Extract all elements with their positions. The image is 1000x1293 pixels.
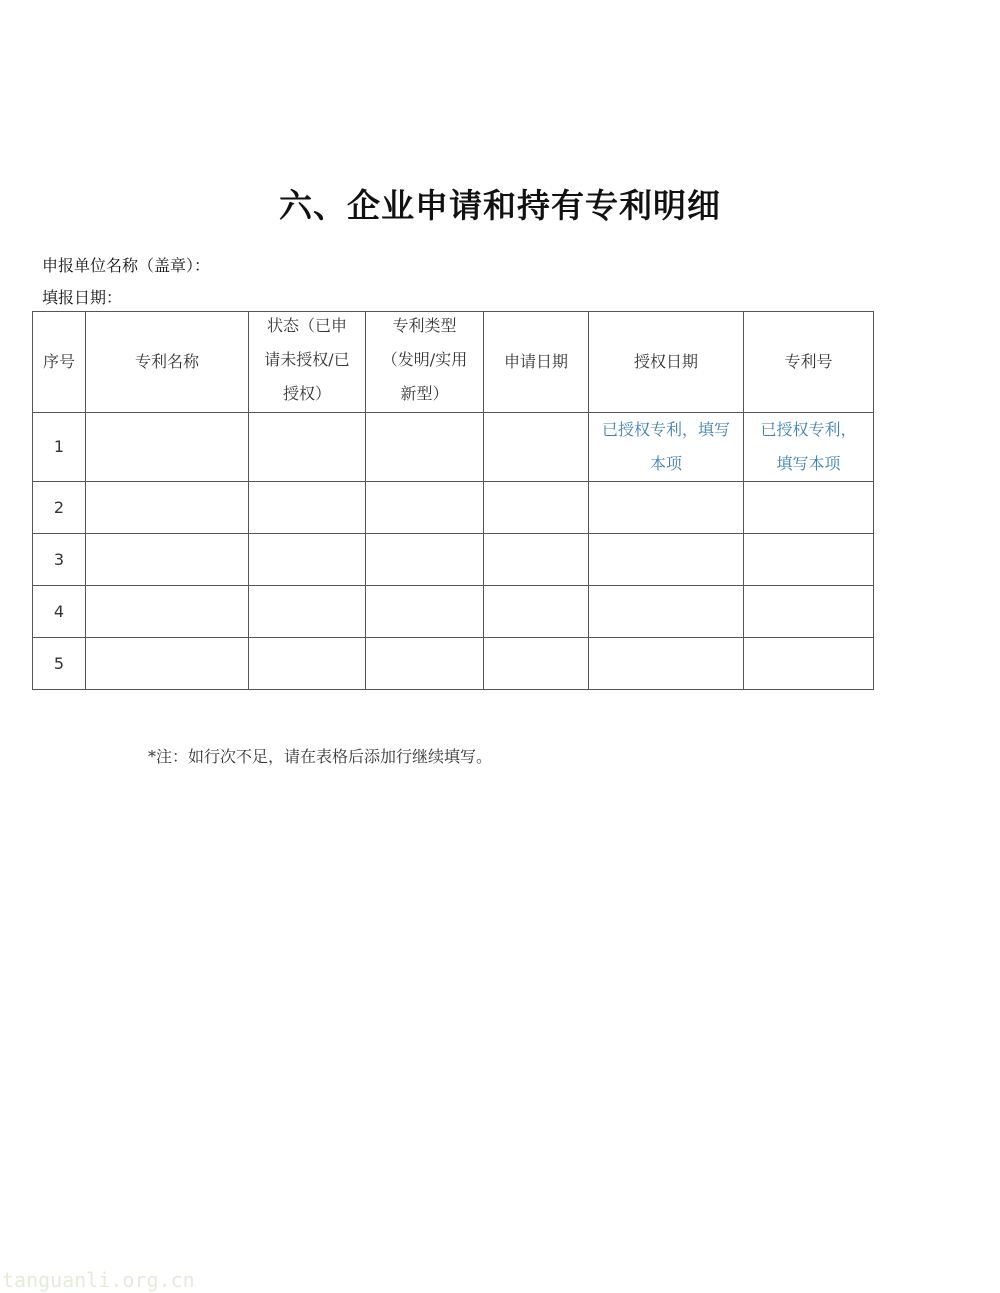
cell-patent-type[interactable] [366,638,484,690]
header-patent-no [744,312,874,413]
header-type-line: （发明/实用 [381,350,468,369]
cell-apply-date[interactable] [484,638,589,690]
cell-grant-date[interactable] [589,638,744,690]
table-row [33,482,874,534]
cell-grant-date[interactable] [589,413,744,482]
cell-patent-no[interactable] [744,638,874,690]
cell-patent-type[interactable] [366,482,484,534]
cell-patent-type[interactable] [366,534,484,586]
header-index [33,312,86,413]
cell-status[interactable] [249,638,366,690]
footnote: *注：如行次不足，请在表格后添加行继续填写。 [148,747,493,766]
header-status-line: 授权） [282,384,331,403]
applicant-name-label: 申报单位名称（盖章）： [42,256,211,275]
table-row [33,413,874,482]
table-row [33,638,874,690]
patent-table [32,311,874,690]
cell-patent-name[interactable] [86,586,249,638]
cell-index: 3 [33,534,86,586]
header-type-line: 专利类型 [392,316,457,335]
cell-patent-no[interactable] [744,482,874,534]
header-status-line: 请未授权/已 [264,350,350,369]
cell-apply-date[interactable] [484,413,589,482]
table-row [33,586,874,638]
header-patent-type [366,312,484,413]
cell-apply-date[interactable] [484,534,589,586]
cell-grant-date[interactable] [589,586,744,638]
table-row [33,534,874,586]
header-apply-date [484,312,589,413]
cell-status[interactable] [249,413,366,482]
cell-patent-type[interactable] [366,413,484,482]
cell-grant-date[interactable] [589,482,744,534]
cell-index: 4 [33,586,86,638]
cell-patent-name[interactable] [86,482,249,534]
cell-patent-no[interactable] [744,586,874,638]
header-grant-date-label: 授权日期 [633,352,698,371]
cell-apply-date[interactable] [484,482,589,534]
cell-status[interactable] [249,586,366,638]
cell-patent-name[interactable] [86,413,249,482]
header-patent-no-label: 专利号 [784,352,833,371]
patent-no-hint: 已授权专利， [760,420,857,439]
fill-date-label: 填报日期： [42,288,123,307]
header-index-label: 序号 [42,352,75,371]
cell-index: 5 [33,638,86,690]
patent-no-hint: 填写本项 [776,454,841,473]
cell-index: 2 [33,482,86,534]
header-status-line: 状态（已申 [266,316,347,335]
cell-patent-no[interactable] [744,534,874,586]
header-grant-date [589,312,744,413]
header-patent-name-label: 专利名称 [134,352,199,371]
cell-patent-name[interactable] [86,534,249,586]
header-type-line: 新型） [400,384,449,403]
grant-date-hint: 已授权专利，填写 [601,420,730,439]
table-header-row [33,312,874,413]
cell-status[interactable] [249,534,366,586]
header-apply-date-label: 申请日期 [503,352,568,371]
cell-grant-date[interactable] [589,534,744,586]
cell-status[interactable] [249,482,366,534]
cell-patent-name[interactable] [86,638,249,690]
page-title: 六、企业申请和持有专利明细 [279,186,721,225]
watermark: tanguanli.org.cn [2,1268,195,1292]
cell-patent-no[interactable] [744,413,874,482]
cell-patent-type[interactable] [366,586,484,638]
grant-date-hint: 本项 [649,454,682,473]
cell-apply-date[interactable] [484,586,589,638]
header-patent-name [86,312,249,413]
cell-index: 1 [33,413,86,482]
header-status [249,312,366,413]
